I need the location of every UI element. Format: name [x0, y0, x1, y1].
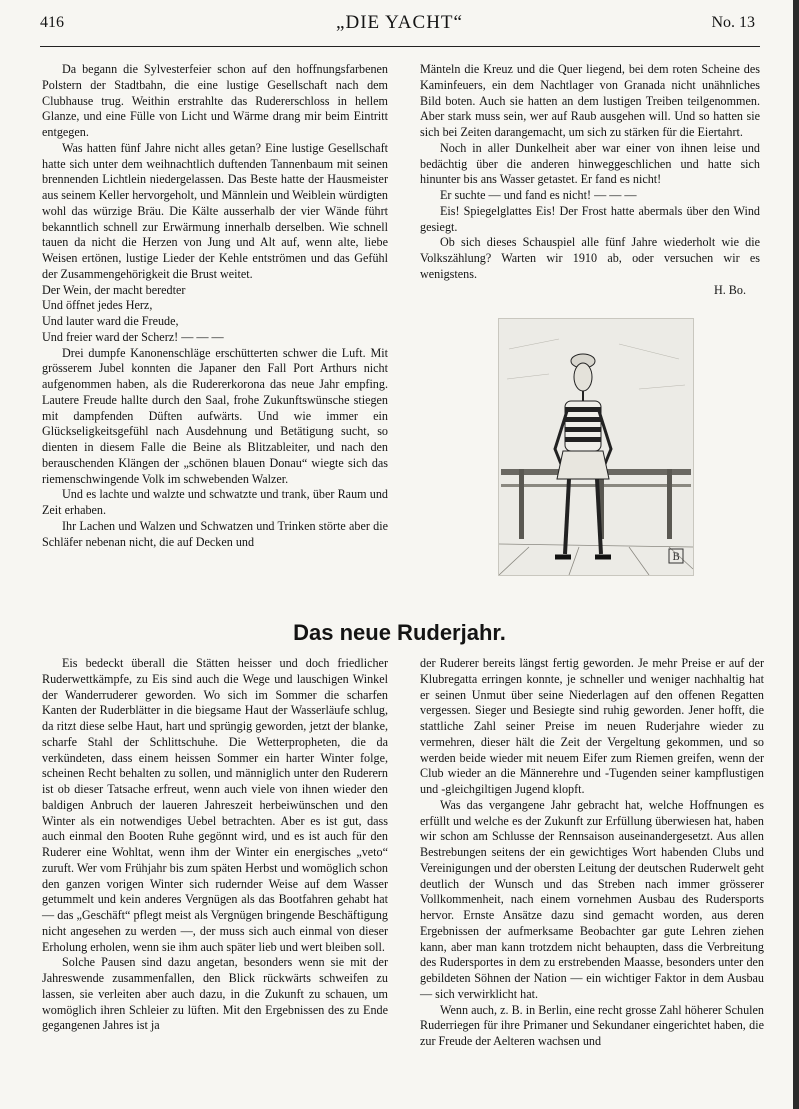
page-header — [0, 10, 799, 40]
verse-line: Und öffnet jedes Herz, — [42, 298, 153, 313]
paragraph: Da begann die Sylvesterfeier schon auf den hoffnungsfarbenen Polstern der Stadtbahn, die eine lustige Gesellschaft nach dem Clubhause trug. Weithin erstrahlte das Rudererschloss in hellem Glanze, und eine Fülle von Licht und Wärme drang mir beim Eintritt entgegen. — [42, 62, 388, 139]
scan-edge — [793, 0, 799, 1109]
paragraph: der Ruderer bereits längst fertig geworden. Je mehr Preise er auf der Klubregatta erringen konnte, je schneller und weniger nachhaltig hat er seinen Unmut über seine Niederlagen auf den offenen Regatten vergessen. Sieger und Besiegte sind ruhig geworden. Jener hofft, die stattliche Zahl seiner Preise im neuen Ruderjahre wieder zu vermehren, dieser hält die Zeit der Vergeltung gekommen, und so werden beide wieder mit neuem Eifer zum Riemen greifen, wenn der Club wieder an die Männerehre und -Tugenden seiner kampflustigen und -gleichgiltigen Jugend klopft. — [420, 656, 764, 796]
artist-monogram: B — [672, 552, 680, 563]
paragraph: Wenn auch, z. B. in Berlin, eine recht grosse Zahl höherer Schulen Ruderriegen für ihre Primaner und Sekundaner eingerichtet haben, die zur Freude der Aelteren wachsen und — [420, 1002, 764, 1048]
issue-number: No. 13 — [711, 14, 755, 31]
paragraph: Eis bedeckt überall die Stätten heisser und doch friedlicher Ruderwettkämpfe, zu Eis sind auch die Wege und lauschigen Winkel der Wanderruderer geworden. Wo sich im Sommer die scharfen Kanten der Ruderblätter in die biegsame Haut der Wasserläufe schlug, da ritzt diese selbe Haut, hart und sprüngig geworden, jetzt der blanke, scharfe Stahl der Schlittschuhe. Die Wetterpropheten, die da verkündeten, dass einem heissen Sommer ein harter Winter folge, scheinen Recht behalten zu sollen, und männiglich unter den Ruderern ist ob dieser Tatsache erfreut, wenn auch viele von ihnen wieder den baldigen Anbruch der laueren Jahreszeit herbeiwünschen und den Winter als ein notwendiges Uebel betrachten. Aber es ist gut, dass auch einmal den Booten Ruhe gegönnt wird, und es ist auch für den Ruderer eine Wohltat, wenn ihm der Winter ein energisches „veto“ zuruft. Wer vom Frühjahr bis zum späten Herbst und womöglich schon den ganzen vorigen Winter sich rudernder Weise auf dem Wasser getummelt und kein anderes Vergnügen als das Bootfahren gehabt hat — das „Geschäft“ pflegt meist als Vergnügen bringende Beschäftigung nicht angesehen zu werden —, der muss sich auch einmal von dieser Erholung erholen, wenn sie ihm auch später lieb und wert bleiben soll. — [42, 656, 388, 954]
verse-line: Und lauter ward die Freude, — [42, 314, 179, 328]
verse-line: Der Wein, der macht beredter — [42, 282, 186, 297]
top-right-column — [420, 62, 760, 298]
article-right-column — [420, 656, 764, 1050]
paragraph: Ihr Lachen und Walzen und Schwatzen und Trinken störte aber die Schläfer nebenan nicht, die auf Decken und — [42, 518, 388, 549]
paragraph: Solche Pausen sind dazu angetan, besonders wenn sie mit der Jahreswende zusammenfallen, den Blick rückwärts schweifen zu lassen, sie verleiten aber auch dazu, in die Zukunft zu schauen, um womöglich ihren Schleier zu lüften. Mit den Ergebnissen des zu Ende gegangenen Jahres ist ja — [42, 955, 388, 1033]
author-signature: H. Bo. — [713, 282, 746, 297]
paragraph: Mänteln die Kreuz und die Quer liegend, bei dem roten Scheine des Kaminfeuers, ein dem Nachtlager von Granada nicht unähnliches Bild boten. Auch sie hatten an dem lustigen Treiben teilgenommen. Aber stark muss sein, wer auf Raub ausgehen will. Und so hatten sie sich bei Zeiten darangemacht, um sich zu stärken für die Eiertahrt. — [420, 62, 760, 139]
paragraph: Ob sich dieses Schauspiel alle fünf Jahre wiederholt wie die Volkszählung? Warten wir 1910 ab, oder versuchen wir es wenigstens. — [420, 235, 760, 281]
paragraph: Was das vergangene Jahr gebracht hat, welche Hoffnungen es erfüllt und welche es der Zukunft zur Erfüllung überwiesen hat, haben wir schon am Schlusse der Rennsaison auseinandergesetzt. Aus allen Bestrebungen seitens der ein gewichtiges Wort habenden Clubs und Vereinigungen und der obersten Leitung der deutschen Ruderwelt geht deutlich der Wunsch und das Streben nach immer grösserer Vollkommenheit, nach einem vornehmen Ausbau des Rudersports hervor. Ernste Ansätze dazu sind gemacht worden, aus deren Ergebnissen der aufmerksame Beobachter gar gute Lehren ziehen kann, aber man kann trotzdem nicht behaupten, dass die Verbreitung des Rudersportes in dem zu erstrebenden Maasse, besonders unter den gebildeten Söhnen der Nation — ein wichtiger Faktor in dem Ausbau — sich verwirklicht hat. — [420, 797, 764, 1001]
rower-drawing — [499, 319, 693, 575]
paragraph: Und es lachte und walzte und schwatzte und trank, über Raum und Zeit erhaben. — [42, 487, 388, 517]
paragraph: Noch in aller Dunkelheit aber war einer von ihnen leise und bedächtig über die anderen hinweggeschlichen und hatte sich hinunter bis ans Wasser getastet. Er fand es nicht! — [420, 140, 760, 187]
page-number: 416 — [40, 14, 64, 31]
paragraph: Drei dumpfe Kanonenschläge erschütterten schwer die Luft. Mit grösserem Jubel konnten die Japaner den Fall Port Arthurs nicht aufgenommen haben, als die Rudererkorona das neue Jahr empfing. Lautere Freude hallte durch den Saal, frohe Zukunftswünsche stiegen mit dampfenden Düften aufwärts. Und wie immer ein Glückseligkeitsgefühl nach Ausdehnung und Betätigung sucht, so dienten in diesem Falle die Beine als Blitzableiter, und nach den berauschenden Klängen der „schönen blauen Donau“ wiegte sich das riemenschwingende Volk im schwebenden Walzer. — [42, 345, 388, 486]
top-left-column — [42, 62, 388, 550]
journal-title: „DIE YACHT“ — [336, 12, 463, 33]
article-left-column — [42, 656, 388, 1034]
rower-illustration — [498, 318, 694, 576]
verse-line: Und freier ward der Scherz! — — — — [42, 329, 224, 344]
header-rule — [40, 46, 760, 47]
paragraph: Er suchte — und fand es nicht! — — — — [440, 188, 637, 202]
paragraph: Eis! Spiegelglattes Eis! Der Frost hatte abermals über den Wind gesiegt. — [420, 203, 760, 234]
article-title: Das neue Ruderjahr. — [293, 620, 506, 645]
paragraph: Was hatten fünf Jahre nicht alles getan? Eine lustige Gesellschaft hatte sich unter dem weihnachtlich duftenden Tannenbaum mit seinen brennenden Lichtlein niedergelassen. Das Beste hatte der Hausmeister aus seinem Keller hervorgeholt, und Männlein und Weiblein würdigten wohl das würzige Bräu. Die Kälte ausserhalb der vier Wände führt bekanntlich schnell zur Erwärmung innerhalb derselben. Wie schnell tauen da nicht die Herzen von Jung und Alt auf, wenn alte, liebe Weisen ertönen, lustige Lieder der Kehle entströmen und das Gefühl der Zusammengehörigkeit die Brust weitet. — [42, 140, 388, 281]
